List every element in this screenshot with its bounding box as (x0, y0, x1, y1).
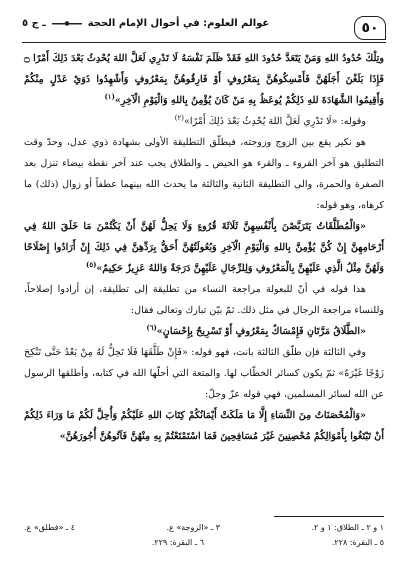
footnote-ref: (٥) (86, 259, 97, 269)
paragraph-text: وتِلْكَ حُدُودُ اللهِ وَمَنْ يَتَعَدَّ حُدُودَ اللهِ فَقَدْ ظَلَمَ نَفْسَهُ لَا تَدْرِي لَعَلَّ اللهَ يُحْدِثُ بَعْدَ ذَلِكَ أَمْرًا ۝ فَإِذَا بَلَغْنَ أَجَلَهُنَّ فَأَمْسِكُوهُنَّ بِمَعْرُوفٍ أَوْ فَارِقُوهُنَّ بِمَعْرُوفٍ وَأَشْهِدُوا ذَوَيْ عَدْلٍ مِنْكُمْ وَأَقِيمُوا الشَّهَادَةَ للهِ ذَلِكُمْ يُوعَظُ بِهِ مَنْ كَانَ يُؤْمِنُ بِاللهِ وَالْيَوْمِ الْآخِرِ» (24, 53, 384, 106)
paragraph-text: «الطَّلَاقُ مَرَّتَانِ فَإِمْسَاكٌ بِمَعْرُوفٍ أَوْ تَسْرِيحٌ بِإِحْسَانٍ» (156, 326, 366, 337)
footnote: ٣ ـ «الزوجة» ع. (166, 523, 221, 532)
paragraph (24, 342, 384, 405)
paragraph (24, 48, 384, 111)
footnotes (24, 520, 384, 550)
page-body (24, 48, 384, 447)
running-head (22, 18, 269, 29)
ornament-icon (52, 19, 82, 28)
paragraph-text: وفي الثالثة فإن طلّق الثالثة بانت، فهو قوله: «فَإِنْ طَلَّقَهَا فَلَا تَحِلُّ لَهُ مِنْ بَعْدُ حَتَّى تَنْكِحَ زَوْجًا غَيْرَهُ» ثمّ يكون كسائر الخطّاب لها. والمتعة التي أحلّها الله في كتابه، وأطلقها الرسول عن الله لسائر المسلمين، فهي قوله عزّ وجلّ: (24, 347, 384, 400)
paragraph (24, 111, 384, 132)
footnote: ٥ ـ البقرة: ٢٢٨. (331, 538, 384, 547)
paragraph-text: هو نكير يقع بين الزوج وزوجته، فيطلّق التطليقة الأولى بشهادة ذوي عدل، وحدّ وقت التطليق هو آخر القروء ـ والقرء هو الحيض ـ والطلاق يجب عند آخر نقطة بيضاء تنزل بعد الصفرة والحمرة، والى التطليقة الثانية والثالثة ما يحدث الله بينهما عطفاً أو زوال (ذلك) ما كرهاه، وهو قوله: (24, 137, 384, 211)
paragraph-text: هذا قوله في أنّ للبعولة مراجعة النساء من تطليقة إلى تطليقة، إن أرادوا إصلاحاً، وللنساء مراجعة الرجال في مثل ذلك. ثمّ بيّن تبارك وتعالى فقال: (24, 284, 384, 316)
footnote-ref: (٢) (174, 113, 185, 122)
footnote: ١ و ٢ ـ الطلاق: ١ و ٢. (311, 523, 384, 532)
running-head-title: عوالم العلوم: في أحوال الإمام الحجة (87, 18, 270, 29)
paragraph-text: وقوله: «لَا تَدْرِي لَعَلَّ اللهَ يُحْدِثُ بَعْدَ ذَلِكَ أَمْرًا» (184, 116, 366, 127)
paragraph (24, 216, 384, 279)
paragraph (24, 132, 384, 216)
paragraph (24, 405, 384, 447)
footnote-row (24, 535, 384, 550)
footnote-divider (274, 516, 384, 517)
footnote-row (24, 520, 384, 535)
page-header (22, 16, 386, 43)
paragraph (24, 321, 384, 342)
footnote-ref: (١) (104, 91, 115, 101)
page-number: ٥٠ (354, 16, 386, 40)
paragraph-text: «وَالْمُطَلَّقَاتُ يَتَرَبَّصْنَ بِأَنْفُسِهِنَّ ثَلَاثَةَ قُرُوءٍ وَلَا يَحِلُّ لَهُنَّ أَنْ يَكْتُمْنَ مَا خَلَقَ اللهُ فِي أَرْحَامِهِنَّ إِنْ كُنَّ يُؤْمِنَّ بِاللهِ وَالْيَوْمِ الْآخِرِ وَبُعُولَتُهُنَّ أَحَقُّ بِرَدِّهِنَّ فِي ذَلِكَ إِنْ أَرَادُوا إِصْلَاحًا وَلَهُنَّ مِثْلُ الَّذِي عَلَيْهِنَّ بِالْمَعْرُوفِ وَلِلرِّجَالِ عَلَيْهِنَّ دَرَجَةٌ وَاللهُ عَزِيزٌ حَكِيمٌ» (24, 221, 384, 274)
footnote: ٤ ـ «فطلق» ع. (24, 523, 76, 532)
paragraph-text: «وَالْمُحْصَنَاتُ مِنَ النِّسَاءِ إِلَّا مَا مَلَكَتْ أَيْمَانُكُمْ كِتَابَ اللهِ عَلَيْكُمْ وَأُحِلَّ لَكُمْ مَا وَرَاءَ ذَلِكُمْ أَنْ تَبْتَغُوا بِأَمْوَالِكُمْ مُحْصِنِينَ غَيْرَ مُسَافِحِينَ فَمَا اسْتَمْتَعْتُمْ بِهِ مِنْهُنَّ فَآتُوهُنَّ أُجُورَهُنَّ» (24, 410, 384, 442)
paragraph (24, 279, 384, 321)
footnote: ٦ ـ البقرة: ٢٢٩. (151, 538, 204, 547)
running-head-volume: ـ ج ٥ (22, 18, 46, 29)
footnote-ref: (٦) (146, 322, 157, 332)
